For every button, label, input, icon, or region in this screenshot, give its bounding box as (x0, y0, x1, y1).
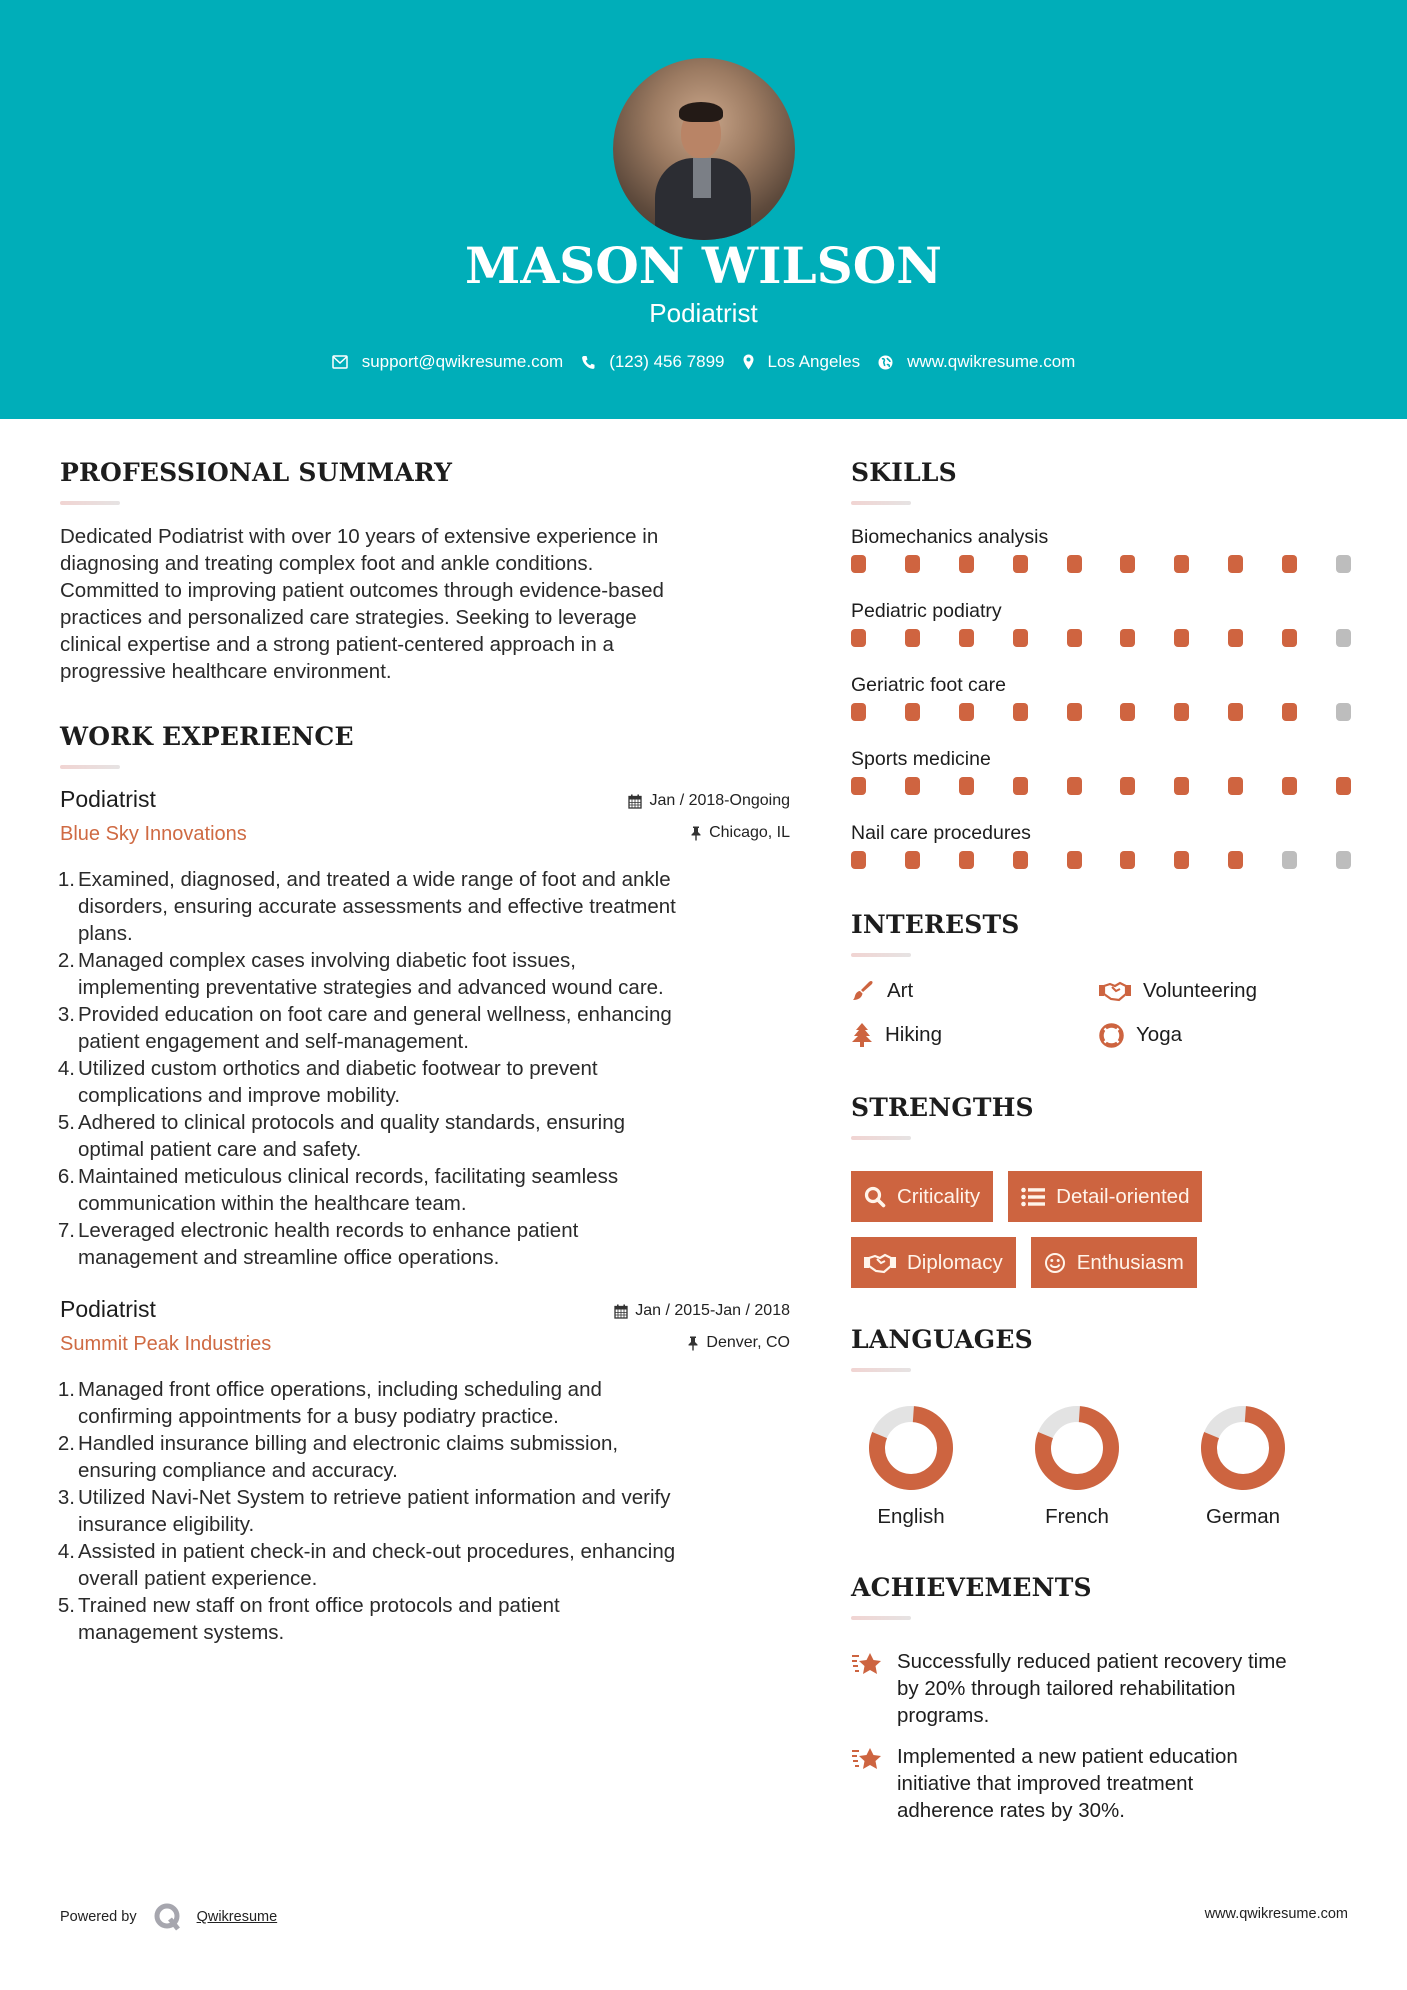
job-entry (57, 1296, 790, 1646)
contact-bar (0, 352, 1407, 372)
skill-name: Nail care procedures (851, 822, 1031, 844)
skill-dot-filled (1120, 703, 1135, 721)
section-divider (851, 953, 911, 957)
calendar-icon (628, 794, 642, 809)
section-title: LANGUAGES (851, 1325, 1033, 1354)
skill-dot-filled (1228, 629, 1243, 647)
candidate-name: MASON WILSON (465, 236, 942, 295)
duty-item: 4. Utilized custom orthotics and diabetic footwear to prevent complications and improve mobility. (57, 1057, 598, 1107)
handshake-icon (864, 1252, 896, 1274)
section-divider (60, 765, 120, 769)
job-location: Denver, CO (687, 1334, 790, 1352)
skill-dot-filled (1013, 777, 1028, 795)
qwikresume-link[interactable]: Qwikresume (196, 1909, 278, 1925)
duty-item: 7. Leveraged electronic health records to enhance patient management and streamline office operations. (57, 1219, 579, 1269)
summary-section (60, 458, 790, 685)
skills-section (851, 458, 1351, 892)
skill-name: Biomechanics analysis (851, 526, 1049, 548)
map-marker-icon (743, 354, 754, 370)
skill-dot-filled (1120, 629, 1135, 647)
strengths-list (851, 1171, 1351, 1288)
skill-dot-filled (1013, 851, 1028, 869)
language-item (1017, 1405, 1183, 1529)
skill-dot-filled (1067, 777, 1082, 795)
skill-dot-filled (1067, 703, 1082, 721)
skill-dot-filled (1282, 555, 1297, 573)
star-award-icon (851, 1652, 883, 1678)
language-donut (1034, 1405, 1120, 1491)
interests-section (851, 910, 1351, 1049)
skill-dot-filled (1174, 555, 1189, 573)
section-title: STRENGTHS (851, 1093, 1034, 1122)
strength-chip: Diplomacy (851, 1237, 1016, 1288)
job-role: Podiatrist (60, 1296, 156, 1322)
skill-dot-filled (1228, 555, 1243, 573)
skill-dot-filled (851, 777, 866, 795)
duty-item: 3. Utilized Navi-Net System to retrieve patient information and verify insurance eligibility. (57, 1486, 671, 1536)
skill-item (851, 670, 1351, 744)
pushpin-icon (687, 1336, 699, 1351)
duty-item: 4. Assisted in patient check-in and check-out procedures, enhancing overall patient experience. (57, 1540, 676, 1590)
skill-dot-empty (1282, 851, 1297, 869)
interest-item: Volunteering (1099, 977, 1347, 1005)
interests-list (851, 977, 1351, 1049)
section-title: WORK EXPERIENCE (60, 722, 354, 751)
skill-dot-filled (1067, 555, 1082, 573)
strength-chip: Criticality (851, 1171, 993, 1222)
footer-powered-by: Powered by Qwikresume (60, 1902, 277, 1932)
duty-list (57, 866, 790, 1271)
skill-dot-filled (1174, 777, 1189, 795)
skill-dot-filled (1120, 777, 1135, 795)
skills-list (851, 522, 1351, 892)
skill-dot-filled (905, 629, 920, 647)
left-column (57, 458, 790, 1646)
skill-dot-empty (1336, 851, 1351, 869)
skill-dot-filled (1228, 777, 1243, 795)
section-title: INTERESTS (851, 910, 1020, 939)
life-ring-icon (1099, 1023, 1124, 1048)
language-label: English (877, 1505, 945, 1528)
duty-item: 2. Handled insurance billing and electronic claims submission, ensuring compliance and accuracy. (57, 1432, 619, 1482)
globe-icon (878, 355, 893, 370)
skill-dot-filled (1067, 629, 1082, 647)
section-title: SKILLS (851, 458, 957, 487)
interest-item: Hiking (851, 1021, 1099, 1049)
qwikresume-logo-icon (153, 1902, 183, 1932)
skill-dot-filled (851, 555, 866, 573)
skill-dot-filled (905, 851, 920, 869)
skill-dot-filled (1013, 703, 1028, 721)
language-item (1183, 1405, 1349, 1529)
skill-dot-filled (1013, 629, 1028, 647)
skill-dot-filled (1228, 851, 1243, 869)
section-title: PROFESSIONAL SUMMARY (60, 458, 453, 487)
job-company: Summit Peak Industries (60, 1333, 272, 1355)
duty-item: 5. Adhered to clinical protocols and quality standards, ensuring optimal patient care and safety. (57, 1111, 625, 1161)
skill-dot-filled (851, 629, 866, 647)
section-divider (851, 1616, 911, 1620)
skill-name: Pediatric podiatry (851, 600, 1002, 622)
section-title: ACHIEVEMENTS (851, 1573, 1092, 1602)
skill-item (851, 818, 1351, 892)
skill-name: Geriatric foot care (851, 674, 1006, 696)
skill-dot-filled (1282, 629, 1297, 647)
smile-icon (1044, 1252, 1066, 1274)
language-label: German (1205, 1505, 1281, 1528)
star-award-icon (851, 1747, 883, 1773)
strength-chip: Enthusiasm (1031, 1237, 1197, 1288)
strengths-section (851, 1093, 1351, 1288)
contact-website[interactable]: www.qwikresume.com (878, 352, 1075, 372)
contact-location: Los Angeles (743, 352, 861, 372)
skill-dot-filled (959, 703, 974, 721)
work-section (57, 722, 790, 1646)
duty-item: 5. Trained new staff on front office protocols and patient management systems. (57, 1594, 560, 1644)
skill-dot-filled (959, 629, 974, 647)
language-donut (1200, 1405, 1286, 1491)
skill-dot-filled (1174, 851, 1189, 869)
duty-item: 6. Maintained meticulous clinical records, facilitating seamless communication within the healthcare team. (57, 1165, 619, 1215)
pushpin-icon (690, 826, 702, 841)
skill-dot-filled (959, 555, 974, 573)
strength-chip: Detail-oriented (1008, 1171, 1202, 1222)
skill-dot-filled (1282, 703, 1297, 721)
tree-icon (851, 1023, 873, 1047)
skill-dot-filled (1120, 851, 1135, 869)
achievement-item: Implemented a new patient education initiative that improved treatment adherence rates by 30%. (851, 1743, 1351, 1824)
achievements-list (851, 1648, 1351, 1824)
duty-item: 1. Examined, diagnosed, and treated a wide range of foot and ankle disorders, ensuring accurate assessments and effective treatment plans. (57, 868, 676, 945)
envelope-icon (332, 355, 348, 369)
language-label: French (1045, 1505, 1109, 1528)
skill-dot-filled (1282, 777, 1297, 795)
section-divider (851, 1136, 911, 1140)
skill-rating (851, 849, 1351, 892)
skill-rating (851, 553, 1351, 596)
job-company: Blue Sky Innovations (60, 823, 247, 845)
job-location: Chicago, IL (690, 824, 790, 842)
job-entry (57, 786, 790, 1271)
duty-item: 3. Provided education on foot care and general wellness, enhancing patient engagement and self-management. (57, 1003, 672, 1053)
skill-dot-filled (851, 851, 866, 869)
achievement-item: Successfully reduced patient recovery time by 20% through tailored rehabilitation programs. (851, 1648, 1351, 1729)
handshake-icon (1099, 980, 1131, 1002)
skill-dot-empty (1336, 703, 1351, 721)
skill-dot-filled (1336, 777, 1351, 795)
duty-item: 1. Managed front office operations, including scheduling and confirming appointments for a busy podiatry practice. (57, 1378, 602, 1428)
skill-dot-filled (851, 703, 866, 721)
skill-item (851, 522, 1351, 596)
paintbrush-icon (851, 979, 875, 1003)
skill-dot-filled (1120, 555, 1135, 573)
interest-item: Art (851, 977, 1099, 1005)
language-donut (868, 1405, 954, 1491)
section-divider (851, 501, 911, 505)
section-divider (60, 501, 120, 505)
interest-item: Yoga (1099, 1021, 1347, 1049)
footer-url[interactable]: www.qwikresume.com (1204, 1906, 1348, 1922)
skill-dot-filled (1228, 703, 1243, 721)
achievements-section (851, 1573, 1351, 1824)
duty-item: 2. Managed complex cases involving diabetic foot issues, implementing preventative strategies and advanced wound care. (57, 949, 664, 999)
skill-dot-filled (1067, 851, 1082, 869)
languages-list (851, 1405, 1351, 1529)
contact-phone[interactable]: (123) 456 7899 (581, 352, 724, 372)
skill-item (851, 744, 1351, 818)
skill-rating (851, 775, 1351, 818)
section-divider (851, 1368, 911, 1372)
resume-header (0, 0, 1407, 419)
skill-dot-filled (905, 703, 920, 721)
skill-item (851, 596, 1351, 670)
languages-section (851, 1325, 1351, 1529)
job-date: Jan / 2015-Jan / 2018 (614, 1302, 790, 1320)
skill-dot-filled (1174, 703, 1189, 721)
language-item (851, 1405, 1017, 1529)
avatar (613, 58, 795, 240)
search-icon (864, 1186, 886, 1208)
skill-dot-filled (1013, 555, 1028, 573)
skill-dot-filled (905, 777, 920, 795)
duty-list (57, 1376, 790, 1646)
calendar-icon (614, 1304, 628, 1319)
skill-name: Sports medicine (851, 748, 991, 770)
summary-text: Dedicated Podiatrist with over 10 years of extensive experience in diagnosing and treating complex foot and ankle conditions. Committed to improving patient outcomes through evidence-based practices and personalized care strategies. Seeking to leverage clinical expertise and a strong patient-centered approach in a progressive healthcare environment. (60, 525, 664, 683)
skill-rating (851, 627, 1351, 670)
skill-dot-filled (959, 851, 974, 869)
skill-rating (851, 701, 1351, 744)
phone-icon (581, 355, 595, 370)
skill-dot-filled (1174, 629, 1189, 647)
job-date: Jan / 2018-Ongoing (628, 792, 790, 810)
right-column (851, 458, 1351, 1838)
skill-dot-empty (1336, 555, 1351, 573)
list-icon (1021, 1187, 1045, 1207)
candidate-title: Podiatrist (649, 298, 758, 328)
contact-email[interactable]: support@qwikresume.com (332, 352, 564, 372)
skill-dot-empty (1336, 629, 1351, 647)
skill-dot-filled (959, 777, 974, 795)
job-role: Podiatrist (60, 786, 156, 812)
skill-dot-filled (905, 555, 920, 573)
